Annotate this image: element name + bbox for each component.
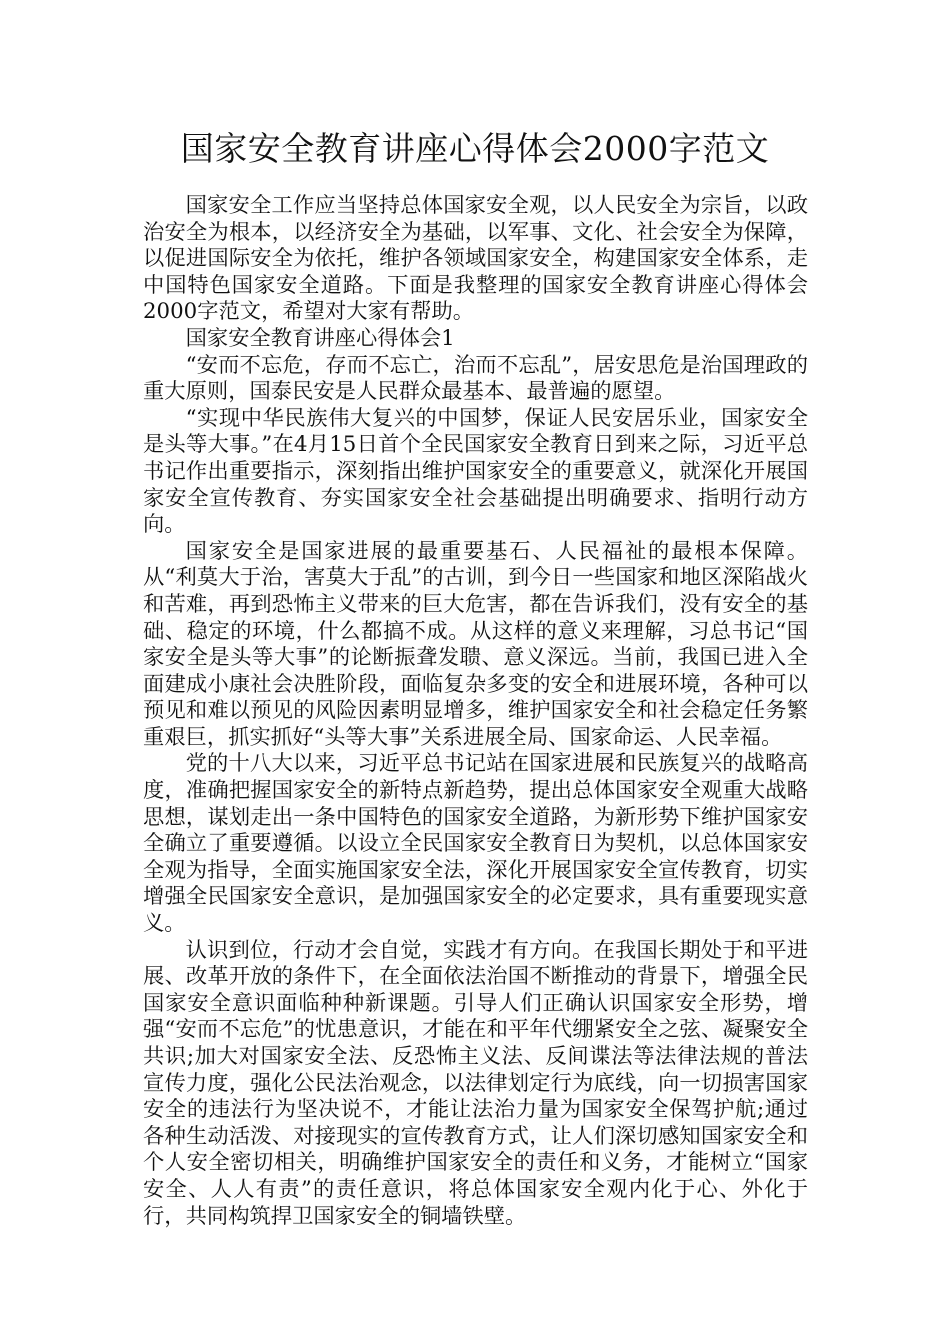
paragraph: “实现中华民族伟大复兴的中国梦，保证人民安居乐业，国家安全是头等大事。”在4月15日首个全民国家安全教育日到来之际，习近平总书记作出重要指示，深刻指出维护国家安全的重要意义，就深化开展国家安全宣传教育、夯实国家安全社会基础提出明确要求、指明行动方向。 — [143, 405, 808, 538]
paragraph: 国家安全是国家进展的最重要基石、人民福祉的最根本保障。从“利莫大于治，害莫大于乱”的古训，到今日一些国家和地区深陷战火和苦难，再到恐怖主义带来的巨大危害，都在告诉我们，没有安全的基础、稳定的环境，什么都搞不成。从这样的意义来理解，习总书记“国家安全是头等大事”的论断振聋发聩、意义深远。当前，我国已进入全面建成小康社会决胜阶段，面临复杂多变的安全和进展环境，各种可以预见和难以预见的风险因素明显增多，维护国家安全和社会稳定任务繁重艰巨，抓实抓好“头等大事”关系进展全局、国家命运、人民幸福。 — [143, 538, 808, 750]
document-title: 国家安全教育讲座心得体会2000字范文 — [180, 129, 770, 168]
section-heading: 国家安全教育讲座心得体会1 — [185, 325, 455, 351]
paragraph-intro: 国家安全工作应当坚持总体国家安全观，以人民安全为宗旨，以政治安全为根本，以经济安全为基础，以军事、文化、社会安全为保障，以促进国际安全为依托，维护各领域国家安全，构建国家安全体系，走中国特色国家安全道路。下面是我整理的国家安全教育讲座心得体会2000字范文，希望对大家有帮助。 — [143, 193, 808, 325]
paragraph: “安而不忘危，存而不忘亡，治而不忘乱”，居安思危是治国理政的重大原则，国泰民安是人民群众最基本、最普遍的愿望。 — [143, 352, 808, 405]
paragraph: 党的十八大以来，习近平总书记站在国家进展和民族复兴的战略高度，准确把握国家安全的新特点新趋势，提出总体国家安全观重大战略思想，谋划走出一条中国特色的国家安全道路，为新形势下维护国家安全确立了重要遵循。以设立全民国家安全教育日为契机，以总体国家安全观为指导，全面实施国家安全法，深化开展国家安全宣传教育，切实增强全民国家安全意识，是加强国家安全的必定要求，具有重要现实意义。 — [143, 751, 808, 937]
document-body — [143, 193, 808, 1230]
paragraph: 认识到位，行动才会自觉，实践才有方向。在我国长期处于和平进展、改革开放的条件下，在全面依法治国不断推动的背景下，增强全民国家安全意识面临种种新课题。引导人们正确认识国家安全形势，增强“安而不忘危”的忧患意识，才能在和平年代绷紧安全之弦、凝聚安全共识;加大对国家安全法、反恐怖主义法、反间谍法等法律法规的普法宣传力度，强化公民法治观念，以法律划定行为底线，向一切损害国家安全的违法行为坚决说不，才能让法治力量为国家安全保驾护航;通过各种生动活泼、对接现实的宣传教育方式，让人们深切感知国家安全和个人安全密切相关，明确维护国家安全的责任和义务，才能树立“国家安全、人人有责”的责任意识，将总体国家安全观内化于心、外化于行，共同构筑捍卫国家安全的铜墙铁壁。 — [143, 937, 808, 1229]
